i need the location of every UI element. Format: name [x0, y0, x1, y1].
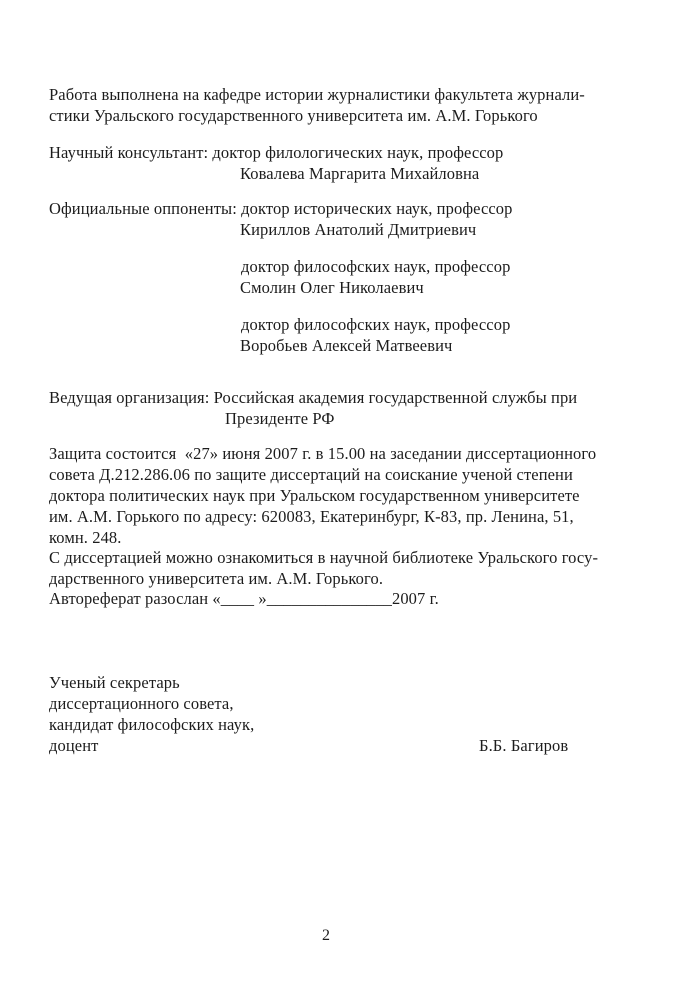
defense-line-1: Защита состоится «27» июня 2007 г. в 15.00 на заседании диссертационного [49, 444, 597, 463]
leading-org-cont-line: Президенте РФ [225, 409, 335, 428]
defense-line-2: совета Д.212.286.06 по защите диссертаций на соискание ученой степени [49, 465, 573, 484]
opponent-3-degree: доктор философских наук, профессор [241, 315, 511, 334]
signature-line-2: диссертационного совета, [49, 694, 234, 713]
signature-line-3: кандидат философских наук, [49, 715, 255, 734]
library-note-line-1: С диссертацией можно ознакомиться в научной библиотеке Уральского госу- [49, 548, 599, 567]
opponent-2-name: Смолин Олег Николаевич [240, 278, 424, 297]
defense-line-5: комн. 248. [49, 528, 122, 547]
affiliation-line-2: стики Уральского государственного университета им. А.М. Горького [49, 106, 538, 125]
opponent-1-name: Кириллов Анатолий Дмитриевич [240, 220, 477, 239]
advisor-name: Ковалева Маргарита Михайловна [240, 164, 480, 183]
affiliation-line-1: Работа выполнена на кафедре истории журналистики факультета журнали- [49, 85, 585, 104]
signature-name: Б.Б. Багиров [479, 736, 569, 755]
signature-line-1: Ученый секретарь [49, 673, 180, 692]
library-note-line-2: дарственного университета им. А.М. Горького. [49, 569, 384, 588]
opponent-3-name: Воробьев Алексей Матвеевич [240, 336, 453, 355]
defense-line-3: доктора политических наук при Уральском государственном университете [49, 486, 580, 505]
advisor-intro-line: Научный консультант: доктор филологических наук, профессор [49, 143, 504, 162]
opponent-2-degree: доктор философских наук, профессор [241, 257, 511, 276]
signature-line-4: доцент [49, 736, 99, 755]
leading-org-intro-line: Ведущая организация: Российская академия государственной службы при [49, 388, 578, 407]
opponents-intro-line: Официальные оппоненты: доктор исторических наук, профессор [49, 199, 513, 218]
defense-line-4: им. А.М. Горького по адресу: 620083, Екатеринбург, К-83, пр. Ленина, 51, [49, 507, 574, 526]
abstract-sent-line: Автореферат разослан «____ »_______________2007 г. [49, 589, 439, 608]
page-number: 2 [322, 927, 330, 944]
